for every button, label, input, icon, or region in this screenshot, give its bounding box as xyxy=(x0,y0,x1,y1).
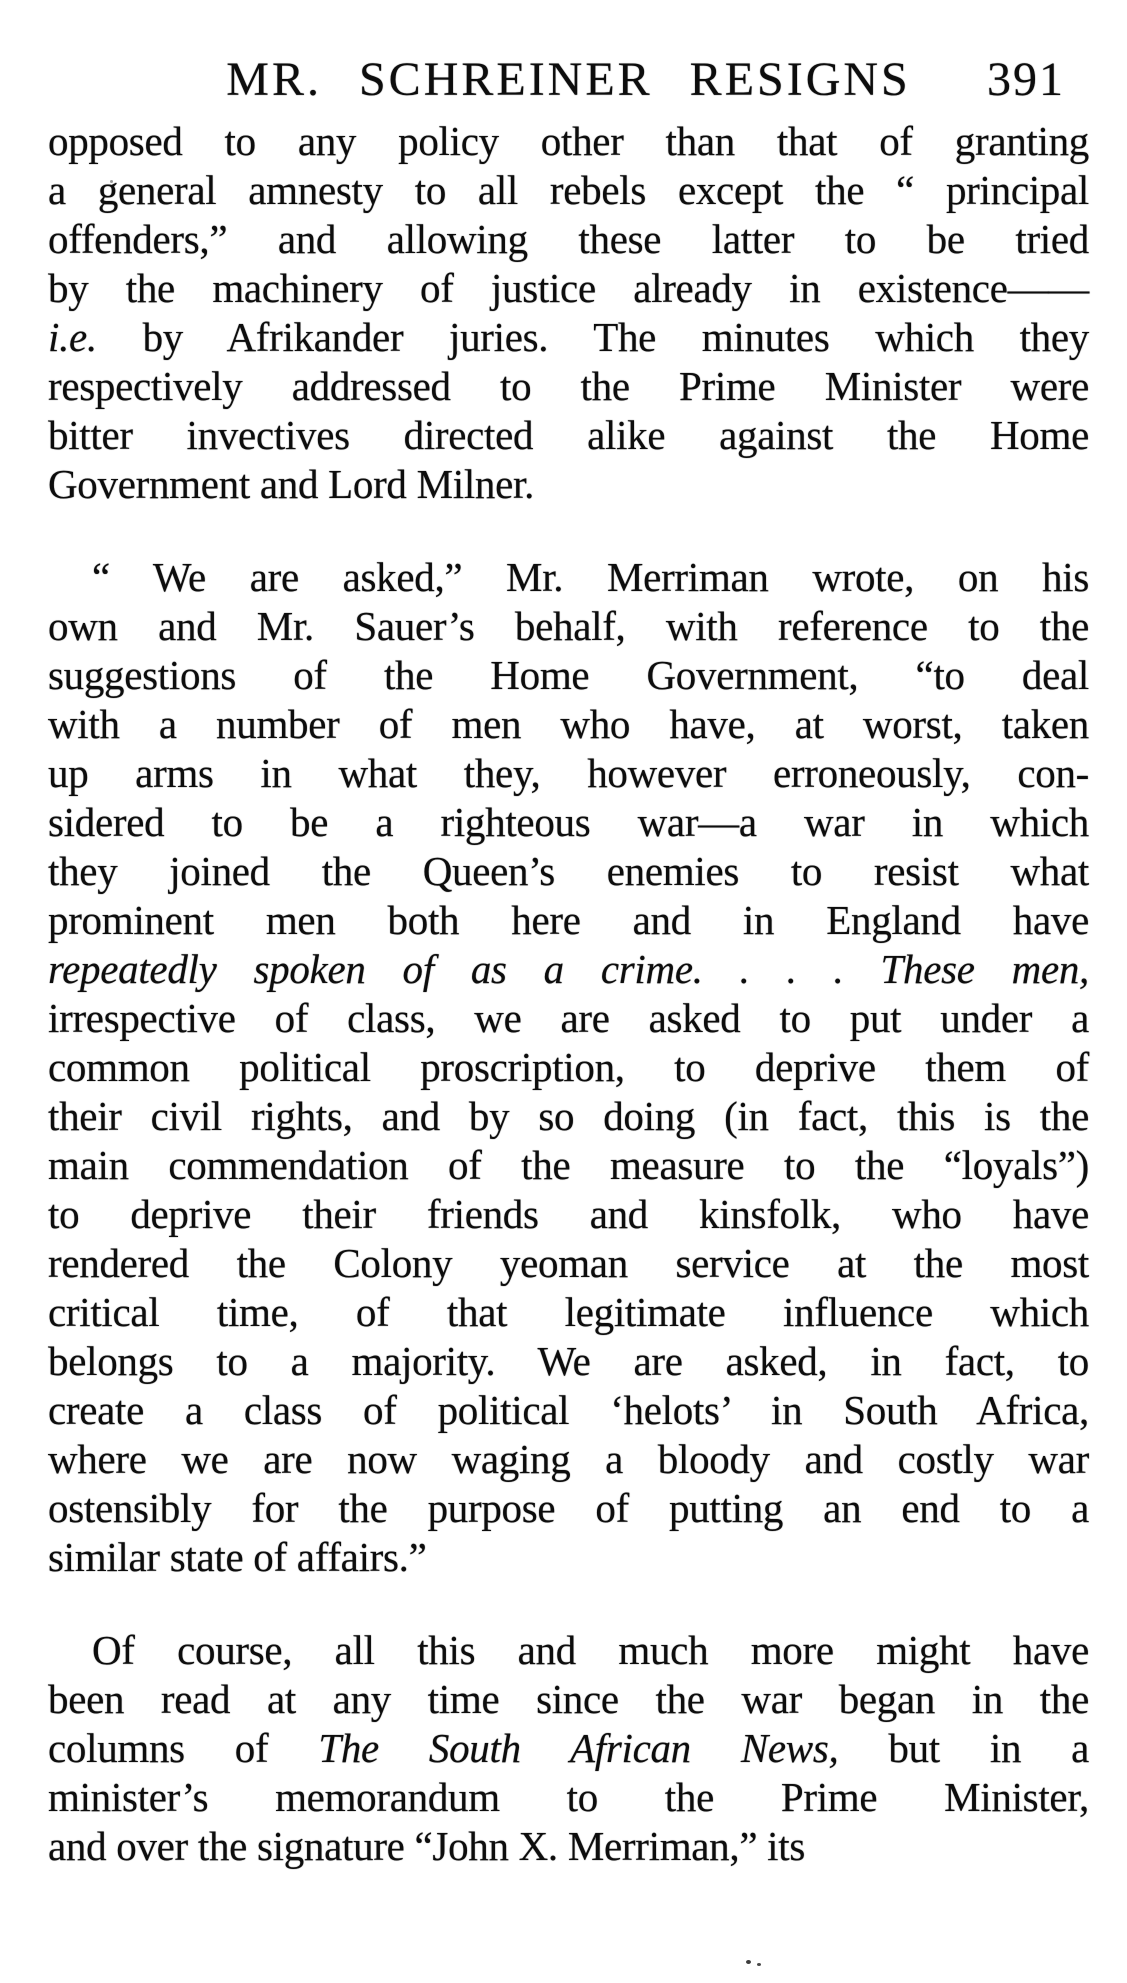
text-segment: critical time, of that legitimate influence which xyxy=(48,1289,1089,1335)
italic-text: repeatedly spoken of as a crime. . . . These men, xyxy=(48,946,1089,992)
text-line xyxy=(48,460,1089,509)
scan-speck xyxy=(757,1963,761,1966)
paragraph xyxy=(48,117,1089,509)
text-line xyxy=(48,1043,1089,1092)
text-line xyxy=(48,1337,1089,1386)
page-body xyxy=(48,117,1089,1871)
page-content xyxy=(48,0,1089,1871)
text-line xyxy=(48,1773,1089,1822)
text-segment: opposed to any policy other than that of granting xyxy=(48,118,1089,164)
italic-text: i.e. xyxy=(48,314,97,360)
italic-text: The South African News, xyxy=(318,1725,839,1771)
text-segment: rendered the Colony yeoman service at the most xyxy=(48,1240,1089,1286)
text-line xyxy=(48,362,1089,411)
text-segment: respectively addressed to the Prime Minister were xyxy=(48,363,1089,409)
text-segment: columns of xyxy=(48,1725,319,1771)
text-line xyxy=(48,166,1089,215)
text-segment: but in a xyxy=(838,1725,1090,1771)
text-segment: with a number of men who have, at worst, taken xyxy=(48,701,1089,747)
text-segment: own and Mr. Sauer’s behalf, with reference to the xyxy=(48,603,1089,649)
text-line xyxy=(48,1435,1089,1484)
text-line xyxy=(48,1239,1089,1288)
text-line xyxy=(48,994,1089,1043)
text-line xyxy=(48,313,1089,362)
text-line xyxy=(48,945,1089,994)
text-segment: bitter invectives directed alike against the Home xyxy=(48,412,1089,458)
text-segment: up arms in what they, however erroneously, con- xyxy=(48,750,1089,796)
text-line xyxy=(48,1141,1089,1190)
text-line xyxy=(48,847,1089,896)
text-line xyxy=(48,215,1089,264)
text-line xyxy=(48,602,1089,651)
text-segment: main commendation of the measure to the “loyals”) xyxy=(48,1142,1089,1188)
running-header xyxy=(48,52,1089,107)
text-segment: a general amnesty to all rebels except the “ principal xyxy=(48,167,1089,213)
text-segment: ostensibly for the purpose of putting an end to a xyxy=(48,1485,1089,1531)
text-segment: by the machinery of justice already in existence—— xyxy=(48,265,1089,311)
text-line xyxy=(48,264,1089,313)
text-segment: minister’s memorandum to the Prime Minister, xyxy=(48,1774,1089,1820)
text-segment: belongs to a majority. We are asked, in fact, to xyxy=(48,1338,1089,1384)
text-line xyxy=(48,1822,1089,1871)
text-line xyxy=(48,1092,1089,1141)
text-line xyxy=(48,749,1089,798)
text-segment: they joined the Queen’s enemies to resist what xyxy=(48,848,1089,894)
text-line xyxy=(48,1626,1089,1675)
page-title: MR. SCHREINER RESIGNS xyxy=(226,53,911,106)
text-segment: to deprive their friends and kinsfolk, who have xyxy=(48,1191,1089,1237)
text-segment: “ We are asked,” Mr. Merriman wrote, on his xyxy=(92,554,1089,600)
text-line xyxy=(48,1190,1089,1239)
text-line xyxy=(48,117,1089,166)
text-segment: sidered to be a righteous war—a war in which xyxy=(48,799,1089,845)
text-line xyxy=(48,553,1089,602)
text-line xyxy=(48,1724,1089,1773)
text-line xyxy=(48,1533,1089,1582)
text-segment: been read at any time since the war began in the xyxy=(48,1676,1089,1722)
text-segment: Of course, all this and much more might have xyxy=(92,1627,1089,1673)
paragraph xyxy=(48,1626,1089,1871)
text-segment: by Afrikander juries. The minutes which they xyxy=(96,314,1089,360)
text-segment: Government and Lord Milner. xyxy=(48,461,535,507)
text-line xyxy=(48,651,1089,700)
page-number: 391 xyxy=(987,53,1065,106)
text-segment: irrespective of class, we are asked to put under a xyxy=(48,995,1089,1041)
scan-speck xyxy=(746,1960,751,1964)
text-segment: create a class of political ‘helots’ in South Africa, xyxy=(48,1387,1089,1433)
paragraph xyxy=(48,553,1089,1582)
text-line xyxy=(48,1675,1089,1724)
text-line xyxy=(48,896,1089,945)
text-line xyxy=(48,798,1089,847)
text-segment: and over the signature “John X. Merriman,” its xyxy=(48,1823,806,1869)
scan-speck xyxy=(110,180,113,183)
text-segment: their civil rights, and by so doing (in fact, this is the xyxy=(48,1093,1089,1139)
text-segment: common political proscription, to deprive them of xyxy=(48,1044,1089,1090)
text-segment: where we are now waging a bloody and costly war xyxy=(48,1436,1089,1482)
text-segment: suggestions of the Home Government, “to deal xyxy=(48,652,1089,698)
text-line xyxy=(48,700,1089,749)
text-segment: offenders,” and allowing these latter to be tried xyxy=(48,216,1089,262)
text-line xyxy=(48,1484,1089,1533)
text-segment: prominent men both here and in England have xyxy=(48,897,1089,943)
text-line xyxy=(48,1386,1089,1435)
text-line xyxy=(48,411,1089,460)
text-segment: similar state of affairs.” xyxy=(48,1534,427,1580)
text-line xyxy=(48,1288,1089,1337)
